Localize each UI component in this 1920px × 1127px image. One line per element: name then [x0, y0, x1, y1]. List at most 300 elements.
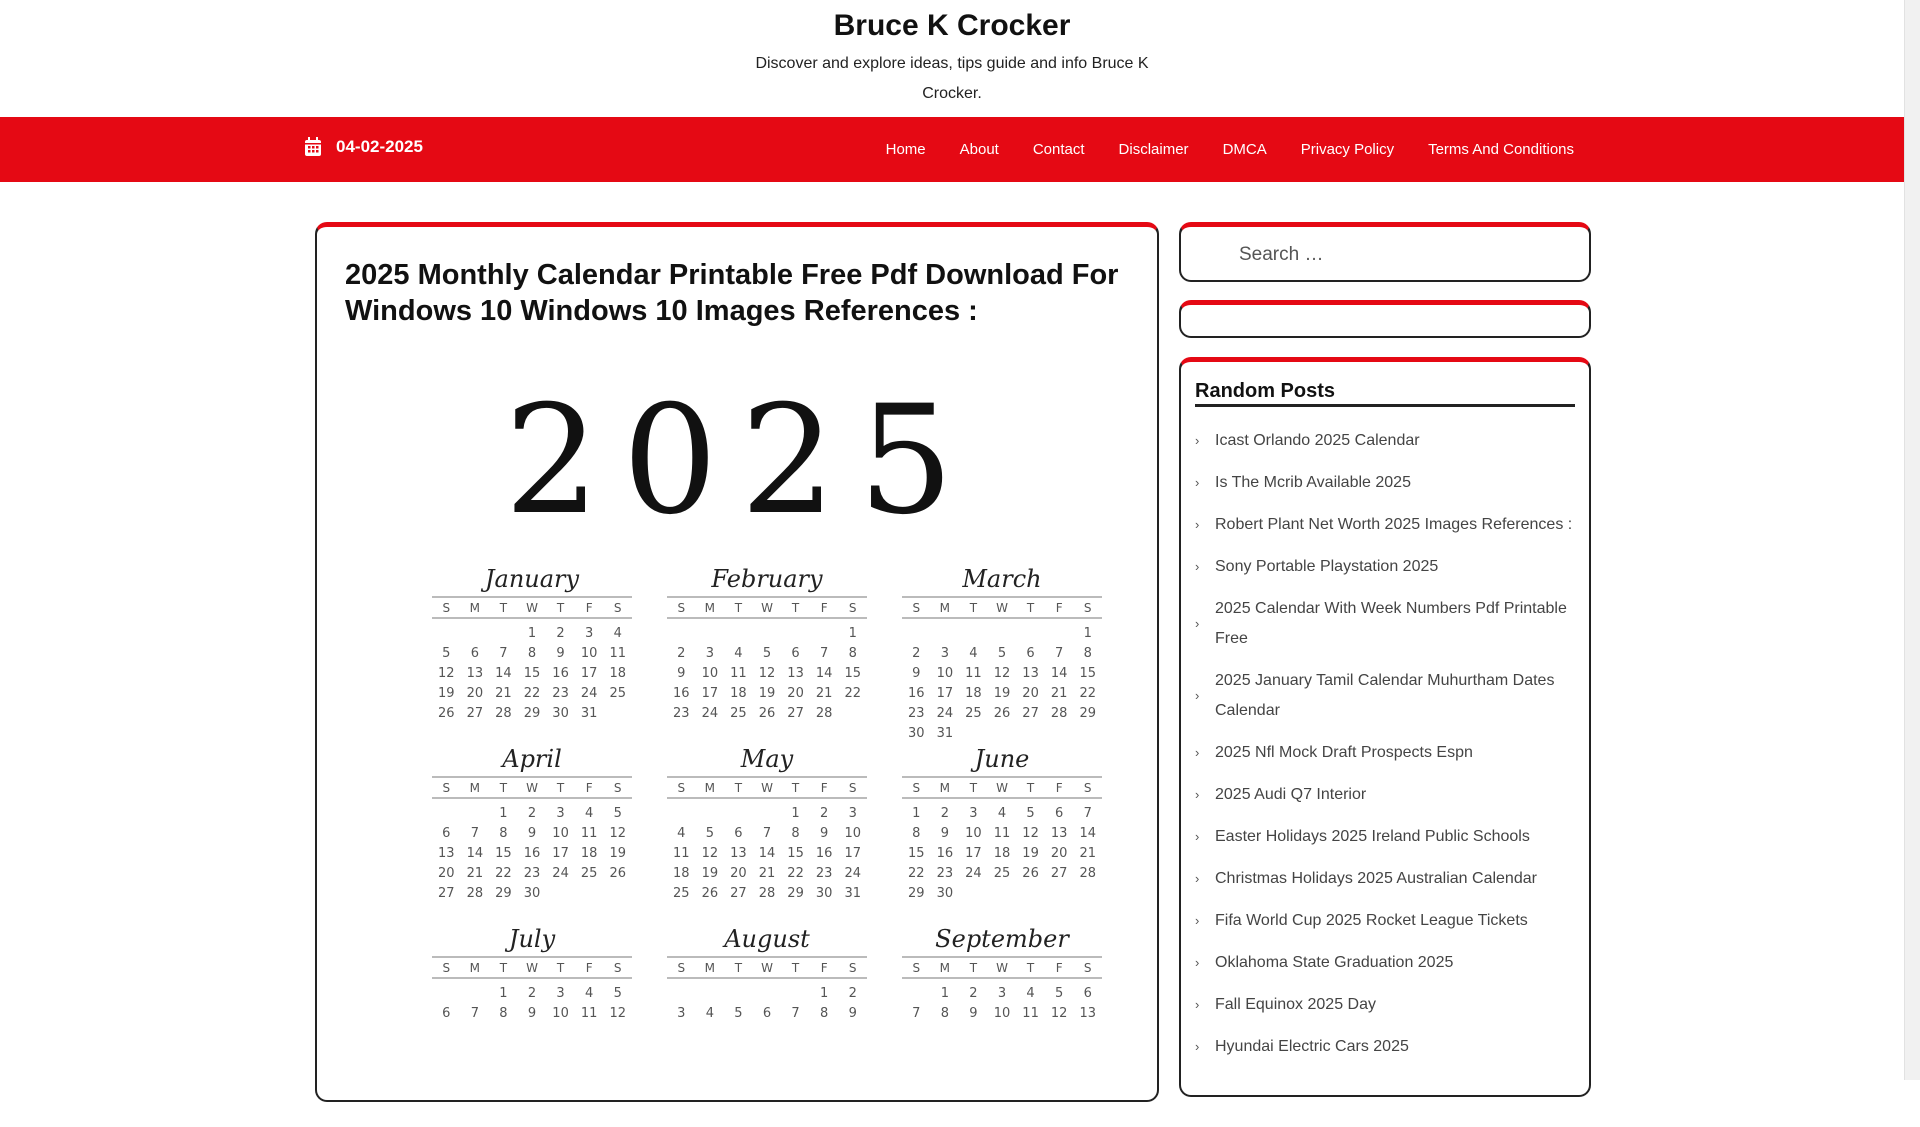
calendar-day: 9 [912, 666, 921, 681]
random-post-item[interactable] [1195, 546, 1575, 588]
weekday-label: S [442, 961, 451, 975]
nav-about[interactable]: About [959, 141, 999, 158]
calendar-day: 11 [580, 1006, 598, 1021]
weekday-label: F [585, 601, 593, 615]
calendar-day: 4 [734, 646, 743, 661]
calendar-day: 2 [527, 986, 537, 1001]
weekday-label: T [734, 961, 743, 975]
calendar-day: 6 [734, 826, 743, 841]
calendar-day: 25 [965, 706, 982, 721]
weekday-label: W [761, 601, 773, 615]
chevron-right-icon: › [1195, 829, 1200, 844]
weekday-label: S [848, 961, 857, 975]
calendar-day: 20 [1022, 686, 1039, 701]
calendar-day: 23 [552, 686, 569, 701]
date-display [304, 137, 423, 157]
random-posts-list [1195, 420, 1575, 1068]
weekday-label: T [791, 601, 800, 615]
weekday-label: S [613, 601, 622, 615]
calendar-day: 3 [940, 646, 949, 661]
calendar-day: 17 [936, 686, 954, 701]
random-post-link[interactable]: Robert Plant Net Worth 2025 Images References : [1215, 516, 1573, 533]
weekday-label: T [556, 961, 565, 975]
calendar-day: 4 [677, 826, 686, 841]
random-post-link[interactable]: 2025 January Tamil Calendar Muhurtham Dates Calendar [1215, 672, 1555, 719]
calendar-day: 15 [908, 846, 925, 861]
calendar-day: 5 [613, 806, 622, 821]
calendar-day: 28 [815, 706, 833, 721]
calendar-day: 16 [552, 666, 569, 681]
calendar-day: 6 [791, 646, 800, 661]
calendar-day: 1 [848, 626, 857, 641]
calendar-day: 7 [791, 1006, 800, 1021]
calendar-day: 8 [791, 826, 800, 841]
random-post-link[interactable]: Oklahoma State Graduation 2025 [1215, 954, 1454, 971]
weekday-label: F [820, 781, 828, 795]
calendar-day: 22 [1079, 686, 1096, 701]
calendar-day: 7 [762, 826, 772, 841]
chevron-right-icon: › [1195, 787, 1200, 802]
nav-terms[interactable]: Terms And Conditions [1428, 141, 1574, 158]
calendar-day: 7 [1055, 646, 1064, 661]
scrollbar[interactable] [1904, 0, 1920, 1080]
random-post-item[interactable] [1195, 1026, 1575, 1068]
calendar-day: 25 [580, 866, 598, 881]
calendar-day: 13 [466, 666, 484, 681]
nav-contact[interactable]: Contact [1032, 141, 1085, 158]
weekday-label: T [1026, 781, 1035, 795]
calendar-day: 16 [815, 846, 833, 861]
weekday-label: F [820, 601, 828, 615]
calendar-day: 6 [1026, 646, 1035, 661]
calendar-day: 15 [495, 846, 512, 861]
calendar-day: 12 [438, 666, 455, 681]
calendar-day: 2 [848, 986, 857, 1001]
year-digit: 0 [622, 374, 718, 548]
weekday-label: M [469, 781, 481, 795]
calendar-day: 6 [442, 1006, 451, 1021]
weekday-label: S [442, 781, 451, 795]
calendar-day: 19 [1022, 846, 1039, 861]
chevron-right-icon: › [1195, 871, 1200, 886]
calendar-day: 16 [523, 846, 541, 861]
calendar-day: 26 [1022, 866, 1039, 881]
weekday-label: S [1083, 961, 1092, 975]
weekday-label: M [469, 601, 481, 615]
weekday-label: T [1026, 961, 1035, 975]
calendar-day: 24 [701, 706, 719, 721]
calendar-day: 22 [787, 866, 804, 881]
chevron-right-icon: › [1195, 559, 1200, 574]
calendar-day: 15 [1079, 666, 1096, 681]
weekday-label: M [704, 781, 716, 795]
random-post-item[interactable] [1195, 420, 1575, 462]
weekday-label: F [585, 961, 593, 975]
calendar-day: 22 [844, 686, 861, 701]
calendar-day: 4 [1026, 986, 1035, 1001]
calendar-day: 10 [701, 666, 719, 681]
calendar-day: 28 [758, 886, 776, 901]
calendar-day: 31 [580, 706, 598, 721]
calendar-day: 10 [936, 666, 954, 681]
nav-disclaimer[interactable]: Disclaimer [1118, 141, 1189, 158]
calendar-day: 17 [552, 846, 569, 861]
calendar-day: 4 [585, 806, 594, 821]
calendar-day: 4 [969, 646, 978, 661]
calendar-day: 3 [848, 806, 857, 821]
random-post-link[interactable]: Is The Mcrib Available 2025 [1215, 474, 1411, 491]
calendar-day: 22 [523, 686, 541, 701]
calendar-day: 27 [1022, 706, 1039, 721]
calendar-day: 11 [1022, 1006, 1039, 1021]
random-post-link[interactable]: Fifa World Cup 2025 Rocket League Tickets [1215, 912, 1528, 929]
calendar-day: 26 [758, 706, 776, 721]
calendar-day: 19 [609, 846, 626, 861]
weekday-label: T [499, 601, 508, 615]
calendar-day: 30 [936, 886, 954, 901]
random-post-item[interactable] [1195, 504, 1575, 546]
weekday-label: S [912, 781, 921, 795]
calendar-day: 12 [993, 666, 1011, 681]
weekday-label: F [1055, 601, 1063, 615]
chevron-right-icon: › [1195, 1039, 1200, 1054]
calendar-day: 6 [470, 646, 479, 661]
random-post-link[interactable]: Icast Orlando 2025 Calendar [1215, 432, 1420, 449]
weekday-label: T [734, 601, 743, 615]
calendar-day: 18 [673, 866, 690, 881]
calendar-day: 30 [552, 706, 569, 721]
calendar-day: 16 [908, 686, 925, 701]
weekday-label: T [969, 961, 978, 975]
calendar-day: 22 [495, 866, 512, 881]
calendar-day: 14 [815, 666, 833, 681]
calendar-day: 1 [820, 986, 829, 1001]
calendar-day: 6 [762, 1006, 772, 1021]
chevron-right-icon: › [1195, 688, 1200, 703]
search-input[interactable] [1239, 237, 1559, 273]
calendar-day: 16 [673, 686, 690, 701]
calendar-day: 19 [701, 866, 719, 881]
calendar-day: 21 [466, 866, 484, 881]
calendar-day: 27 [1050, 866, 1068, 881]
calendar-day: 20 [787, 686, 804, 701]
random-post-item[interactable] [1195, 660, 1575, 732]
calendar-day: 13 [730, 846, 747, 861]
calendar-day: 26 [438, 706, 455, 721]
random-post-item[interactable] [1195, 774, 1575, 816]
nav-dmca[interactable]: DMCA [1222, 141, 1267, 158]
calendar-day: 1 [940, 986, 949, 1001]
calendar-day: 12 [701, 846, 719, 861]
calendar-day: 9 [940, 826, 949, 841]
weekday-label: T [499, 961, 508, 975]
calendar-day: 7 [1083, 806, 1092, 821]
top-bar [0, 117, 1904, 182]
calendar-day: 3 [556, 806, 565, 821]
random-post-item[interactable] [1195, 942, 1575, 984]
calendar-day: 29 [1079, 706, 1096, 721]
calendar-day: 23 [936, 866, 954, 881]
calendar-day: 13 [438, 846, 455, 861]
random-post-link[interactable]: 2025 Nfl Mock Draft Prospects Espn [1215, 744, 1473, 761]
weekday-label: S [613, 781, 622, 795]
random-post-link[interactable]: Easter Holidays 2025 Ireland Public Schools [1215, 828, 1530, 845]
weekday-label: S [1083, 601, 1092, 615]
empty-widget [1179, 300, 1591, 338]
calendar-day: 8 [848, 646, 857, 661]
random-post-link[interactable]: 2025 Audi Q7 Interior [1215, 786, 1367, 803]
calendar-day: 31 [936, 726, 954, 741]
calendar-day: 30 [908, 726, 925, 741]
calendar-day: 9 [820, 826, 829, 841]
calendar-day: 7 [820, 646, 829, 661]
calendar-day: 27 [787, 706, 804, 721]
calendar-day: 20 [730, 866, 747, 881]
calendar-day: 30 [815, 886, 833, 901]
month-name: March [962, 565, 1042, 593]
calendar-day: 8 [1083, 646, 1092, 661]
calendar-day: 4 [613, 626, 622, 641]
chevron-right-icon: › [1195, 955, 1200, 970]
calendar-day: 6 [1083, 986, 1092, 1001]
calendar-image[interactable] [387, 374, 1096, 1127]
calendar-day: 2 [969, 986, 978, 1001]
weekday-label: S [613, 961, 622, 975]
calendar-day: 11 [580, 826, 598, 841]
month-name: August [724, 925, 810, 953]
calendar-day: 11 [730, 666, 747, 681]
weekday-label: M [469, 961, 481, 975]
calendar-day: 5 [762, 646, 772, 661]
calendar-day: 12 [1022, 826, 1039, 841]
calendar-day: 3 [677, 1006, 686, 1021]
calendar-day: 2 [556, 626, 565, 641]
calendar-day: 13 [1079, 1006, 1096, 1021]
calendar-day: 8 [912, 826, 921, 841]
nav-privacy-policy[interactable]: Privacy Policy [1300, 141, 1395, 158]
calendar-day: 24 [936, 706, 954, 721]
calendar-day: 26 [993, 706, 1011, 721]
calendar-day: 18 [609, 666, 626, 681]
calendar-day: 1 [527, 626, 537, 641]
post-title: 2025 Monthly Calendar Printable Free Pdf Download For Windows 10 Windows 10 Images References : [345, 259, 1119, 327]
month-name: July [508, 925, 556, 953]
weekday-label: W [761, 781, 773, 795]
random-post-link[interactable]: Sony Portable Playstation 2025 [1215, 558, 1439, 575]
weekday-label: W [996, 601, 1008, 615]
calendar-day: 13 [1022, 666, 1039, 681]
calendar-day: 14 [758, 846, 776, 861]
calendar-day: 25 [993, 866, 1011, 881]
calendar-day: 19 [993, 686, 1011, 701]
random-post-link[interactable]: Hyundai Electric Cars 2025 [1215, 1038, 1409, 1055]
calendar-day: 1 [791, 806, 800, 821]
calendar-day: 28 [495, 706, 512, 721]
calendar-day: 5 [997, 646, 1007, 661]
nav-home[interactable]: Home [885, 141, 926, 158]
calendar-day: 5 [1055, 986, 1064, 1001]
calendar-day: 9 [677, 666, 686, 681]
calendar-day: 5 [442, 646, 451, 661]
calendar-day: 9 [527, 826, 537, 841]
weekday-label: F [820, 961, 828, 975]
chevron-right-icon: › [1195, 745, 1200, 760]
calendar-day: 2 [912, 646, 921, 661]
random-post-item[interactable] [1195, 900, 1575, 942]
year-digit: 2 [740, 374, 836, 548]
weekday-label: S [442, 601, 451, 615]
random-post-link[interactable]: Christmas Holidays 2025 Australian Calendar [1215, 870, 1537, 887]
random-post-item[interactable] [1195, 732, 1575, 774]
calendar-day: 8 [940, 1006, 949, 1021]
weekday-label: F [585, 781, 593, 795]
calendar-day: 28 [1079, 866, 1096, 881]
weekday-label: S [677, 781, 686, 795]
calendar-day: 26 [609, 866, 626, 881]
month-name: February [711, 565, 823, 593]
chevron-right-icon: › [1195, 616, 1200, 631]
calendar-day: 23 [673, 706, 690, 721]
site-header [0, 0, 1904, 117]
calendar-day: 18 [993, 846, 1011, 861]
calendar-day: 20 [438, 866, 455, 881]
weekday-label: S [677, 601, 686, 615]
calendar-day: 27 [438, 886, 455, 901]
calendar-day: 10 [552, 826, 569, 841]
month-name: January [484, 565, 580, 593]
weekday-label: T [556, 601, 565, 615]
calendar-day: 21 [1050, 686, 1068, 701]
random-post-link[interactable]: 2025 Calendar With Week Numbers Pdf Printable Free [1215, 600, 1567, 647]
calendar-day: 11 [673, 846, 690, 861]
calendar-day: 22 [908, 866, 925, 881]
weekday-label: W [996, 961, 1008, 975]
weekday-label: F [1055, 781, 1063, 795]
calendar-day: 17 [965, 846, 982, 861]
weekday-label: S [912, 601, 921, 615]
calendar-day: 11 [993, 826, 1011, 841]
weekday-label: M [939, 781, 951, 795]
calendar-day: 6 [1055, 806, 1064, 821]
calendar-day: 28 [1050, 706, 1068, 721]
calendar-day: 7 [912, 1006, 921, 1021]
calendar-day: 16 [936, 846, 954, 861]
random-post-item[interactable] [1195, 462, 1575, 504]
chevron-right-icon: › [1195, 475, 1200, 490]
calendar-day: 20 [1050, 846, 1068, 861]
calendar-day: 3 [969, 806, 978, 821]
month-name: September [935, 925, 1069, 953]
calendar-day: 9 [527, 1006, 537, 1021]
weekday-label: F [1055, 961, 1063, 975]
post-card [315, 222, 1159, 1102]
calendar-day: 11 [609, 646, 626, 661]
weekday-label: M [939, 601, 951, 615]
weekday-label: S [848, 781, 857, 795]
weekday-label: W [526, 781, 538, 795]
calendar-day: 29 [523, 706, 541, 721]
weekday-label: W [761, 961, 773, 975]
calendar-day: 1 [1083, 626, 1092, 641]
weekday-label: M [939, 961, 951, 975]
calendar-day: 4 [997, 806, 1007, 821]
random-post-item[interactable] [1195, 816, 1575, 858]
calendar-day: 23 [815, 866, 833, 881]
calendar-day: 29 [495, 886, 512, 901]
calendar-day: 27 [730, 886, 747, 901]
year-digit: 5 [858, 374, 954, 548]
calendar-day: 21 [495, 686, 512, 701]
calendar-day: 3 [997, 986, 1007, 1001]
calendar-day: 24 [580, 686, 598, 701]
calendar-day: 6 [442, 826, 451, 841]
site-title[interactable]: Bruce K Crocker [833, 9, 1071, 42]
calendar-day: 14 [1079, 826, 1096, 841]
calendar-day: 8 [499, 826, 508, 841]
calendar-day: 18 [730, 686, 747, 701]
calendar-day: 11 [965, 666, 982, 681]
calendar-day: 1 [499, 806, 508, 821]
calendar-icon [304, 137, 322, 157]
calendar-day: 21 [1079, 846, 1096, 861]
calendar-day: 21 [758, 866, 776, 881]
calendar-day: 5 [1026, 806, 1035, 821]
random-post-item[interactable] [1195, 588, 1575, 660]
calendar-day: 15 [787, 846, 804, 861]
calendar-day: 2 [940, 806, 949, 821]
calendar-day: 3 [585, 626, 594, 641]
site-description: Discover and explore ideas, tips guide and info Bruce K Crocker. [755, 55, 1149, 102]
search-widget [1179, 222, 1591, 282]
weekday-label: S [1083, 781, 1092, 795]
calendar-day: 25 [730, 706, 747, 721]
weekday-label: M [704, 601, 716, 615]
random-post-item[interactable] [1195, 984, 1575, 1026]
calendar-day: 18 [580, 846, 598, 861]
calendar-day: 1 [499, 986, 508, 1001]
weekday-label: T [791, 961, 800, 975]
calendar-day: 27 [466, 706, 484, 721]
calendar-day: 8 [499, 1006, 508, 1021]
calendar-day: 13 [1050, 826, 1068, 841]
calendar-day: 10 [993, 1006, 1011, 1021]
calendar-day: 14 [466, 846, 484, 861]
calendar-day: 10 [844, 826, 861, 841]
calendar-day: 9 [969, 1006, 978, 1021]
calendar-day: 10 [552, 1006, 569, 1021]
weekday-label: T [969, 601, 978, 615]
weekday-label: S [677, 961, 686, 975]
main-nav [852, 117, 1574, 182]
calendar-day: 7 [499, 646, 508, 661]
random-post-link[interactable]: Fall Equinox 2025 Day [1215, 996, 1376, 1013]
calendar-day: 12 [609, 1006, 626, 1021]
weekday-label: T [1026, 601, 1035, 615]
month-name: June [974, 745, 1030, 773]
calendar-day: 28 [466, 886, 484, 901]
calendar-day: 7 [470, 826, 479, 841]
weekday-label: W [526, 961, 538, 975]
random-posts-title: Random Posts [1195, 380, 1575, 407]
calendar-day: 17 [580, 666, 598, 681]
calendar-day: 31 [844, 886, 861, 901]
random-post-item[interactable] [1195, 858, 1575, 900]
calendar-day: 14 [1050, 666, 1068, 681]
month-name: May [740, 745, 794, 773]
calendar-day: 21 [815, 686, 833, 701]
calendar-day: 7 [470, 1006, 479, 1021]
random-posts-widget [1179, 357, 1591, 1097]
